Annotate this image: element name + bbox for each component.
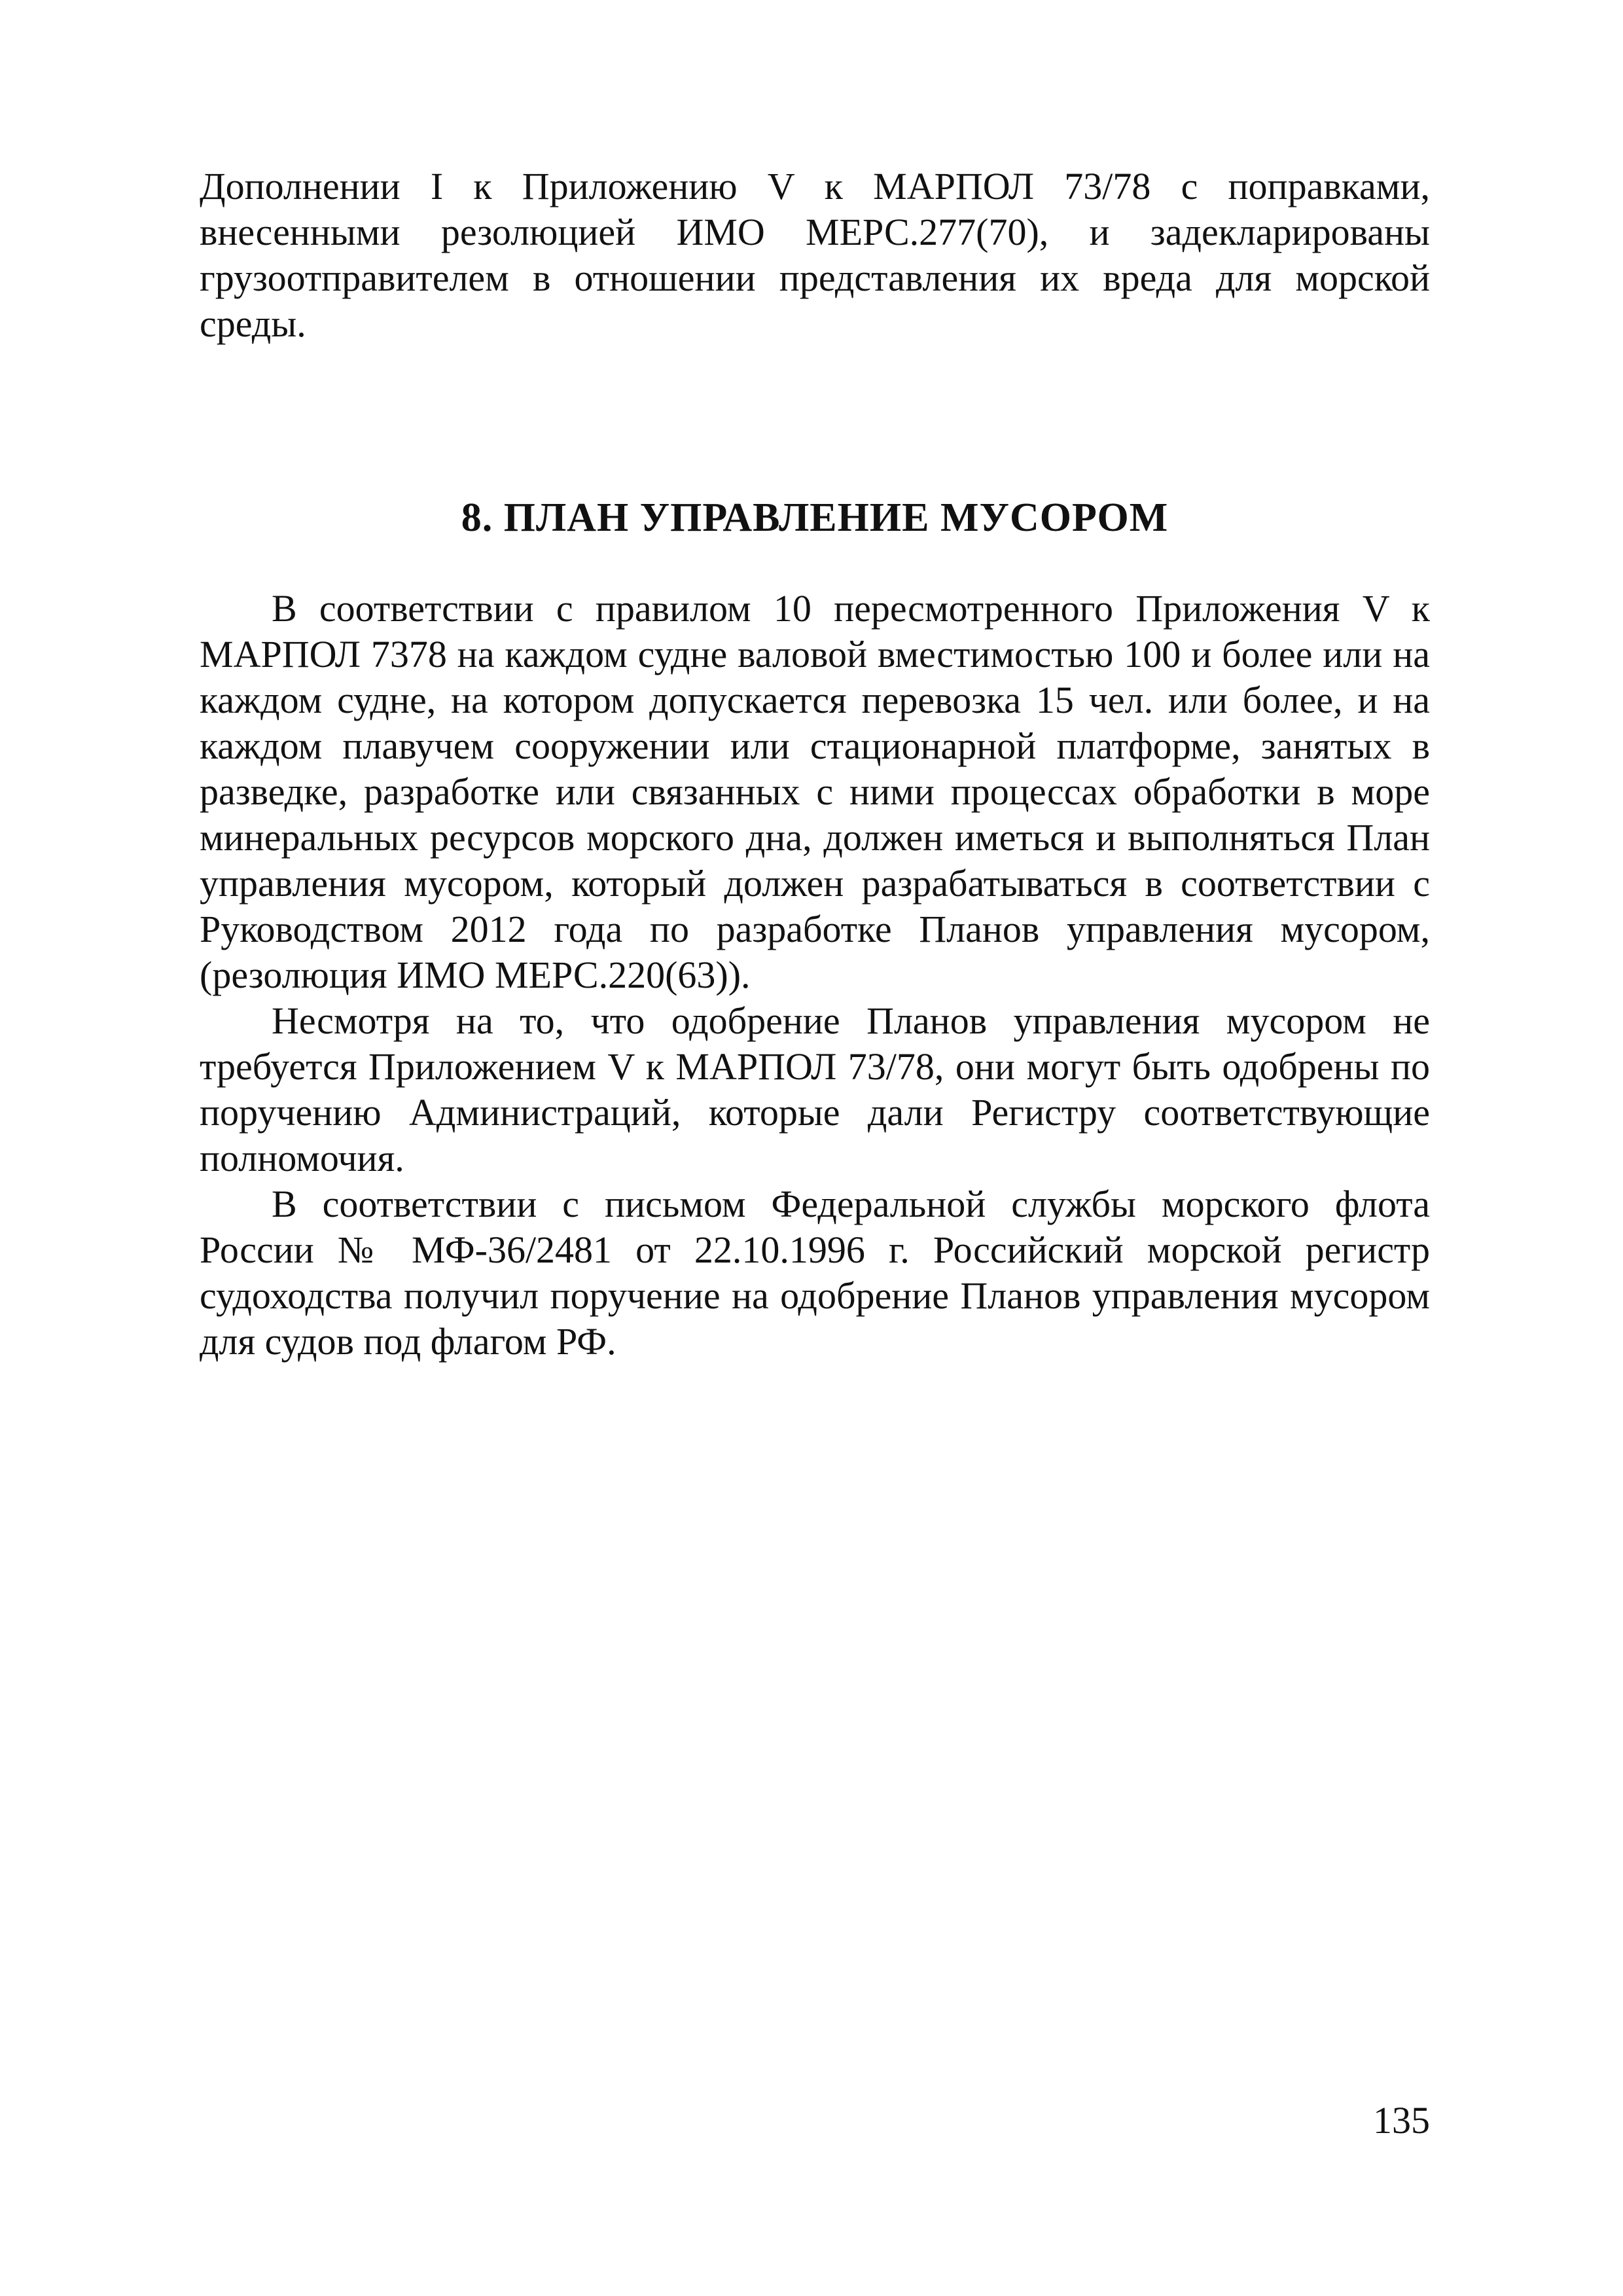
paragraph-1: В соответствии с правилом 10 пересмотренного Приложения V к МАРПОЛ 7378 на каждом судне валовой вместимостью 100 и более или на каждом судне, на котором допускается перевозка 15 чел. или более, и на каждом плавучем сооружении или стационарной платформе, занятых в разведке, разработке или связанных с ними процессах обработки в море минеральных ресурсов морского дна, должен иметься и выполняться План управления мусором, который должен разрабатываться в соответствии с Руководством 2012 года по разработке Планов управления мусором, (резолюция ИМО МЕРС.220(63)).	[200, 587, 1430, 996]
paragraph-2: Несмотря на то, что одобрение Планов управления мусором не требуется Приложением V к МАРПОЛ 73/78, они могут быть одобрены по поручению Администраций, которые дали Регистру соответствующие полномочия.	[200, 999, 1430, 1179]
paragraph-3: В соответствии с письмом Федеральной службы морского флота России № МФ-36/2481 от 22.10.1996 г. Российский морской регистр судоходства получил поручение на одобрение Планов управления мусором для судов под флагом РФ.	[200, 1183, 1430, 1363]
section-body	[200, 586, 1430, 1365]
section-title: 8. ПЛАН УПРАВЛЕНИЕ МУСОРОМ	[461, 495, 1169, 540]
intro-paragraph: Дополнении I к Приложению V к МАРПОЛ 73/78 с поправками, внесенными резолюцией ИМО МЕРС.277(70), и задекларированы грузоотправителем в отношении представления их вреда для морской среды.	[200, 165, 1430, 345]
page-number: 135	[1373, 2099, 1430, 2142]
